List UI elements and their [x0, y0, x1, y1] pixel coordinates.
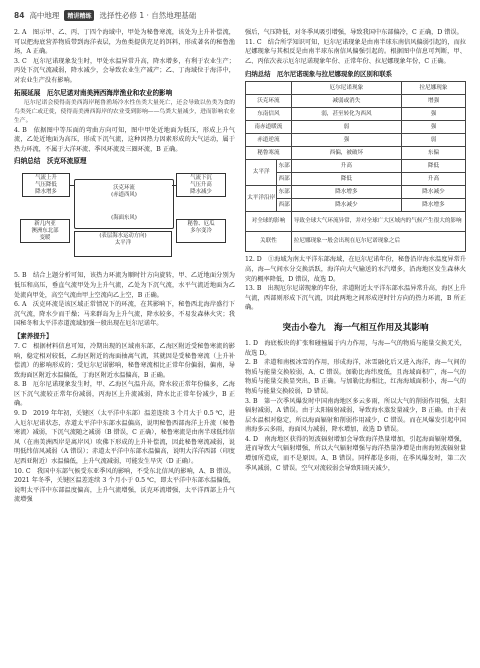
diagram-center-sublabel: (海面东风): [111, 215, 137, 222]
answer-7: 7. C 根据材料信息可知，冷期出现的区域南东部，乙海区附近受秘鲁寒流的影响，稳定相对较低，乙海区附近的海面抽离气流，其就因是受秘鲁寒流（上升补偿流）的影响形成的；受厄尔尼诺影响，秘鲁寒流相比正常年份偏弱，偏南，导致海面区附近水温偏低，丁海区附近水温偏高，B 正确。: [14, 342, 235, 379]
answer-11: 11. C 结合所学知识可知，厄尔尼诺现象是由南半球东南信风偏弱引起的，而拉尼娜现象与其相反是由南半球东南信风偏强引起的。根据图中信息可判断，甲、乙、丙依次表示厄尔尼诺现象年份、正常年份、拉尼娜现象年份，C 正确。: [245, 38, 466, 65]
extension-body: 厄尔尼诺会使得南美西海岸秘鲁渔场冷水性鱼类大量死亡，还会导致以鱼类为食的鸟类死亡或迁徙，使得南美洲西海岸的农业受到影响——鸟粪大量减少，进而影响农业生产。: [14, 99, 235, 124]
answer-5: 5. B 结合上题分析可知，该热力环流为顺时针方向旋转，甲、乙近地面分别为低压和高压，垂直气流甲处为上升气流，乙处为下沉气流，水平气流近地面为乙处流向甲处，高空气流由甲上空流向乙上空，B 正确。: [14, 272, 235, 299]
table-row: 赤道逆流 强 弱: [246, 134, 466, 147]
table-row: 东南信风 弱，甚至转化为西风 强: [246, 108, 466, 121]
answer-12: 12. D ①海域为南太平洋东部海域，在厄尔尼诺年份，秘鲁沿岸海水温度异常升高，海—气间水分交换活跃，海洋向大气输送的水汽增多，沿海地区发生森林火灾的概率降低，D 错误，故选 D。: [245, 256, 466, 283]
section-title: 突击小卷九 海一气相互作用及其影响: [282, 322, 429, 333]
table-header-row: [246, 82, 466, 95]
section-answer-2: 2. B 赤道和南极冰雪的作用，形成海洋，冰雪融化后又进入海洋，海—气间的物质与能量交换较弱，A、C 错误。加勒比海纬度低，且海域面积广，海—气的物质与能量交换显突出，B 正确。与加勒比海相比，红海海域面积小，海—气的物质与能量交换较弱，D 错误。: [245, 359, 466, 395]
answer-10: 10. C 我国中东部气候受东亚季风的影响，不受东北信风的影响，A、B 错误。2021 年冬季，关键区温差连续 3 个月小于 0.5 ℃，即太平洋中东部水温偏低，说明太平洋中东部温度偏高，上升气流增强，沃克环流增强，太平洋西部上升气流增强: [14, 467, 235, 504]
section-answer-4: 4. D 南海地区获得的短波辐射增加会导致海洋热量增加，引起海面辐射增强，进而导致大气辐射增强，所以大气辐射增强与海洋热量净增是由南海短波辐射量增加所造成，而不是原因。A、B 错误。同样都是多雨，在季风爆发时，第二次季风减弱，C 错误。空气对流较弱会导致阳雨天减少，: [245, 435, 466, 472]
answer-13: 13. B 出现厄尔尼诺现象的年份，赤道附近太平洋东部水温异常升高，海区上升气流，西部则形成下沉气流，因此两地之间形成逆时针方向的热力环流，B 所正确。: [245, 285, 466, 312]
extension-heading: 拓展延展 厄尔尼诺对南美洲西海岸渔业和农业的影响: [14, 88, 173, 97]
diagram-ocean-box: (表层海水运动方向) 太平洋: [74, 231, 172, 257]
diagram-west-box: 气流上升 气压降低 降水增多: [22, 173, 70, 197]
comparison-table-title: 归纳总结 厄尔尼诺现象与拉尼娜现象的区别和联系: [245, 70, 392, 79]
answer-6: 6. A 沃克环流是该区域正常情况下的环流，在其影响下，秘鲁西北海岸盛行下沉气流，降水少而干燥；马来群岛为上升气流，降水较多，不易发森林火灾；我国秘冬和太平洋赤道流域加强一般出现在厄尔尼诺年。: [14, 301, 235, 328]
table-row: 秘鲁寒流 西偏，被破坏 东偏: [246, 147, 466, 160]
table-row: 关联性 拉尼娜现象一般会出现在厄尔尼诺现象之后: [246, 232, 466, 252]
answer-2: 2. A 图示甲、乙、丙、丁四个海域中，甲处为秘鲁寒流，该处为上升补偿流，可以把海底营养物质带到海洋表层，为鱼类提供充足的饵料，形成著名的秘鲁渔场，A 正确。: [14, 29, 235, 56]
table-row: 太平洋沿岸 东部 降水增多 降水减少: [246, 186, 466, 199]
summary-heading: 归纳总结 沃克环流原理: [14, 157, 87, 166]
left-column: [14, 28, 235, 664]
brand-logo: 精讲精练: [64, 10, 94, 21]
table-row: 西部 降低 升高: [246, 173, 466, 186]
header-subject: 高中地理: [29, 10, 60, 20]
table-header: 拉尼娜现象: [401, 82, 465, 95]
section-answer-1: 1. D 海底板块的扩张和碰撞属于内力作用，与海—气的物质与能量交换无关，故选 D。: [245, 339, 466, 357]
diagram-arrow: [172, 185, 176, 186]
page-number: 84: [14, 10, 25, 20]
table-corner: [246, 82, 292, 95]
walker-circulation-diagram: [16, 171, 235, 267]
answer-10-continued: 强后，气压降低，对冬季风吸引增强，导致我国中东部偏冷，C 正确，D 错误。: [245, 29, 463, 36]
comparison-table: [245, 81, 466, 252]
answer-3: 3. C 厄尔尼诺现象发生时，甲处水温异常升高，降水增多，有利于农业生产；丙处下沉气流减弱，降水减少，会导致农业生产减产；乙、丁海域位于海洋中，对农业生产没有影响。: [14, 57, 235, 84]
table-row: 南赤道暖流 弱 强: [246, 121, 466, 134]
diagram-east-ocean-box: 秘鲁、厄瓜 多尔变冷: [176, 219, 226, 243]
header-book: 选择性必修 1 · 自然地理基础: [99, 10, 197, 20]
answer-4: 4. B 依据图中等压面的弯曲方向可知，图中甲处近地面为低压，形成上升气流，乙处近地面为高压，形成下沉气流，这种因热力因素形成的大气运动，属于热力环流，不属于大洋环流、季风环流及三圈环流，B 正确。: [14, 126, 235, 153]
table-row: 对全球的影响 导致全球大气环流异常，并对全球广大区域内的气候产生很大的影响: [246, 212, 466, 232]
section-answer-3: 3. B 第一次季风爆发时中国南海地区多云多雨，所以大气的削弱作用强，太阳辐射减弱，A 错误。由于太阳辐射减弱，导致海水蒸发量减少，B 正确。由于表层水温相对稳定，所以海面辐射和削弱作用减少，C 错误。而在风爆发引起中国南海多云多雨，海面风力减弱，降水增加，故选 D 错误。: [245, 397, 466, 434]
table-row: 西部 降水减少 降水增多: [246, 199, 466, 212]
right-column: [245, 28, 466, 664]
answer-8: 8. B 厄尔尼诺现象发生时，甲、乙海区气温升高，降水较正常年份偏多，乙海区下沉气流较正常年份减弱，丙海区上升流减弱，降水比正常年份减少，B 正确。: [14, 381, 235, 408]
answer-9: 9. D 2019 年年初，关键区（太平洋中东部）温差连续 3 个月大于 0.5 ℃，进入厄尔尼诺状态，赤道太平洋中东部水温偏高，说明秘鲁西部海洋上升流（秘鲁寒流）减弱，下沉气流随之减弱（B 错误，C 正确），秘鲁寒流是由南半球低纬信风（在南美洲西岸是离岸风）吹佛下形成的上升补偿流，因此秘鲁寒流减弱，说明低纬信风减弱（A 错误）；赤道太平洋中东部水温偏高，说明大洋洋西部（印度尼西亚附近）水温偏低，上升气流减弱，可能发生旱灾（D 正确）。: [14, 410, 235, 466]
page-header: [14, 8, 196, 22]
table-row: 太平洋 东部 升高 降低: [246, 160, 466, 173]
diagram-east-box: 气流下沉 气压升高 降水减少: [176, 173, 226, 197]
diagram-arrow: [70, 185, 74, 186]
table-row: 沃克环流 减弱或消失 增强: [246, 95, 466, 108]
literacy-heading: 【素养提升】: [14, 331, 53, 340]
diagram-west-ocean-box: 新几内亚 澳洲东北部 变暖: [20, 219, 70, 243]
diagram-center-label: 沃克环流 (赤道西风): [111, 185, 137, 199]
table-header: 厄尔尼诺现象: [291, 82, 401, 95]
